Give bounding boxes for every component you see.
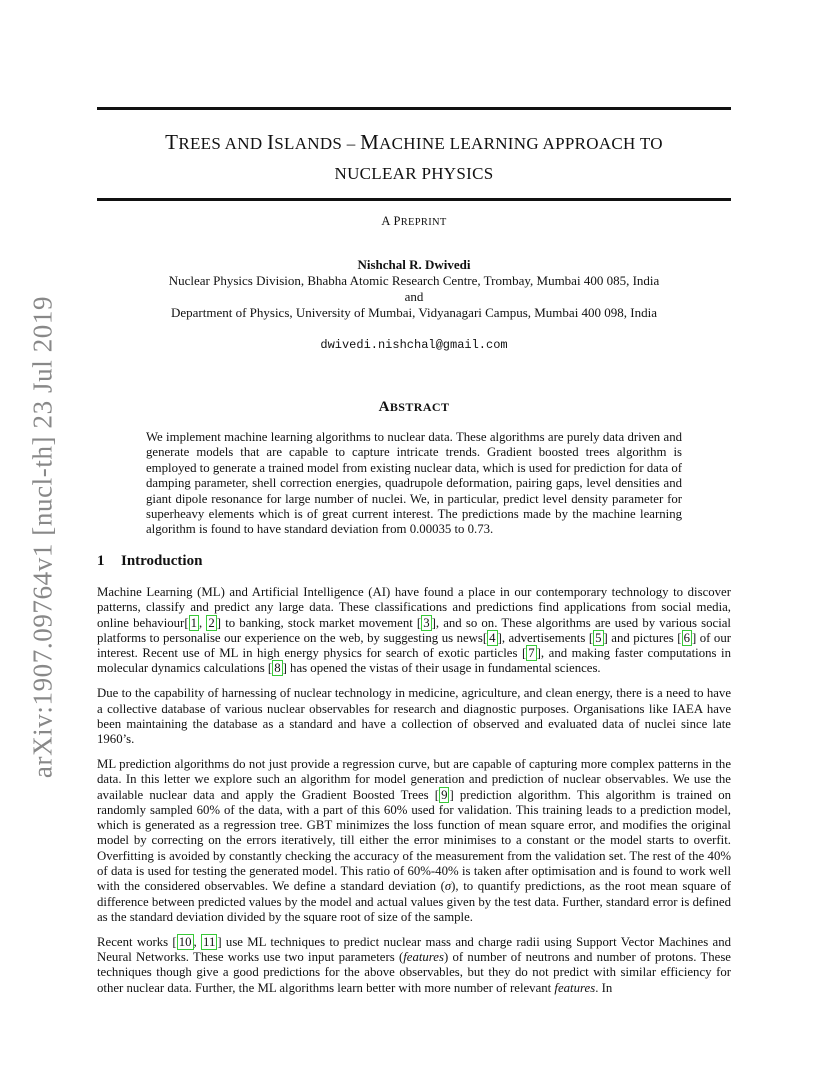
title-top-rule [97, 107, 731, 110]
arxiv-identifier[interactable]: arXiv:1907.09764v1 [nucl-th] 23 Jul 2019 [27, 295, 58, 779]
paragraph-text: Recent works [ [97, 934, 177, 949]
paragraph-text: . In [595, 980, 613, 995]
paragraph-text: ) of number of neutrons and number of protons. These techniques though give a good predictions for the above observables, but they do not predict with similar efficiency for other nuclear data. Further, the ML algorithms learn better with more number of relevant [97, 950, 731, 995]
title-bottom-rule [97, 198, 731, 201]
citation-link[interactable]: 8 [274, 661, 281, 676]
section-number: 1 [97, 553, 105, 569]
arxiv-sidebar [23, 297, 63, 777]
paragraph-text: ] and pictures [ [603, 630, 682, 645]
paragraph-text: Due to the capability of harnessing of nuclear technology in medicine, agriculture, and clean energy, there is a need to have a collective database of various nuclear observables for research and diagnostic purposes. Organisations like IAEA have been maintaining the database as a standard and have a collection of observed and evaluated data of nuclei since late 1960’s. [97, 686, 731, 747]
paragraph-text: ), to quantify predictions, as the root mean square of difference between predicted values by the model and actual values given by the test data. Further, standard error is defined as the standard deviation divided by the square root of size of the sample. [97, 879, 732, 924]
title-line-1 [97, 128, 731, 158]
paragraph-text: , [193, 934, 202, 949]
citation-link[interactable]: 6 [683, 630, 690, 645]
introduction-body [97, 585, 731, 1005]
italic-text: features [554, 980, 596, 995]
paragraph-text: ] of our interest. Recent use of ML in high energy physics for search of exotic particles [ [97, 630, 731, 661]
abstract-text: We implement machine learning algorithms to nuclear data. These algorithms are purely data driven and generate models that are capable to capture intricate trends. Gradient boosted trees algorithm is employed to generate a trained model from existing nuclear data, which is used for prediction for data of damping parameter, shell correction energies, quadrupole deformation, pairing gaps, level densities and giant dipole resonance for large number of nuclei. We, in particular, predict level density parameter for superheavy elements which is of great current interest. The predictions made by the machine learning algorithm is found to have standard deviation from 0.00035 to 0.73. [146, 430, 682, 537]
paper-title [97, 128, 731, 188]
title-fragment: SLANDS – [274, 134, 361, 153]
title-fragment: T [165, 130, 179, 154]
section-heading [97, 553, 202, 570]
author-name: Nishchal R. Dwivedi [357, 257, 471, 272]
affiliation-1: Nuclear Physics Division, Bhabha Atomic Research Centre, Trombay, Mumbai 400 085, India [168, 273, 660, 288]
citation-link[interactable]: 1 [190, 615, 197, 630]
section-title: Introduction [121, 553, 203, 569]
paragraph-text: ] to banking, stock market movement [ [216, 615, 422, 630]
citation-link[interactable]: 3 [423, 615, 430, 630]
title-fragment: ACHINE LEARNING APPROACH TO [379, 134, 663, 153]
title-fragment: I [266, 130, 275, 154]
paragraph-text: , [198, 615, 207, 630]
paragraph-text: Machine Learning (ML) and Artificial Intelligence (AI) have found a place in our contemporary technology to discover patterns, classify and predict any large data. These classifications and predictions find applications from social media, online behaviour[ [97, 585, 731, 630]
citation-link[interactable]: 5 [595, 630, 602, 645]
citation-link[interactable]: 9 [441, 787, 448, 802]
paragraph-text: ], and making faster computations in molecular dynamics calculations [ [97, 646, 731, 676]
paragraph-text: ], advertisements [ [497, 630, 594, 645]
abstract-heading: ABSTRACT [378, 399, 450, 415]
author-block [97, 257, 731, 353]
author-email[interactable]: dwivedi.nishchal@gmail.com [320, 338, 508, 352]
body-paragraph [97, 585, 731, 677]
paragraph-text: ML prediction algorithms do not just provide a regression curve, but are capable of capturing more complex patterns in the data. In this letter we explore such an algorithm for model generation and prediction of nuclear observables. We use the available nuclear data and apply the Gradient Boosted Trees [ [97, 756, 731, 802]
title-line-2: NUCLEAR PHYSICS [334, 164, 494, 183]
body-paragraph [97, 935, 731, 996]
citation-link[interactable]: 4 [489, 630, 496, 645]
paragraph-text: ] use ML techniques to predict nuclear mass and charge radii using Support Vector Machines and Neural Networks. These works use two input parameters ( [97, 934, 731, 965]
italic-text: σ [444, 879, 452, 894]
paragraph-text: ], and so on. These algorithms are used by various social platforms to personalise our experience on the web, by suggesting us news[ [97, 615, 731, 645]
citation-link[interactable]: 2 [208, 615, 215, 630]
affiliation-2: Department of Physics, University of Mumbai, Vidyanagari Campus, Mumbai 400 098, India [170, 305, 658, 320]
affiliation-and: and [404, 289, 424, 304]
body-paragraph [97, 757, 731, 925]
preprint-label: A PREPRINT [381, 214, 447, 228]
italic-text: features [403, 950, 444, 965]
citation-link[interactable]: 7 [528, 646, 535, 661]
title-fragment: M [360, 130, 380, 154]
citation-link[interactable]: 10 [178, 934, 192, 949]
citation-link[interactable]: 11 [203, 934, 216, 949]
paragraph-text: ] has opened the vistas of their usage in fundamental sciences. [282, 661, 601, 676]
body-paragraph [97, 686, 731, 747]
title-fragment: REES AND [178, 134, 267, 153]
paragraph-text: ] prediction algorithm. This algorithm is trained on randomly sampled 60% of the data, with a part of this 60% used for validation. This training leads to a prediction model, which is generated as a regression tree. GBT minimizes the loss function of mean square error, and modifies the original model by correcting on the errors iteratively, till either the error minimises to a constant or the model starts to overfit. Overfitting is avoided by constantly checking the accuracy of the measurement from the validation set. The rest of the 40% of data is used for testing the generated model. This ratio of 60%-40% is taken after optimisation and is found to work well with the considered observables. We define a standard deviation ( [97, 787, 731, 894]
